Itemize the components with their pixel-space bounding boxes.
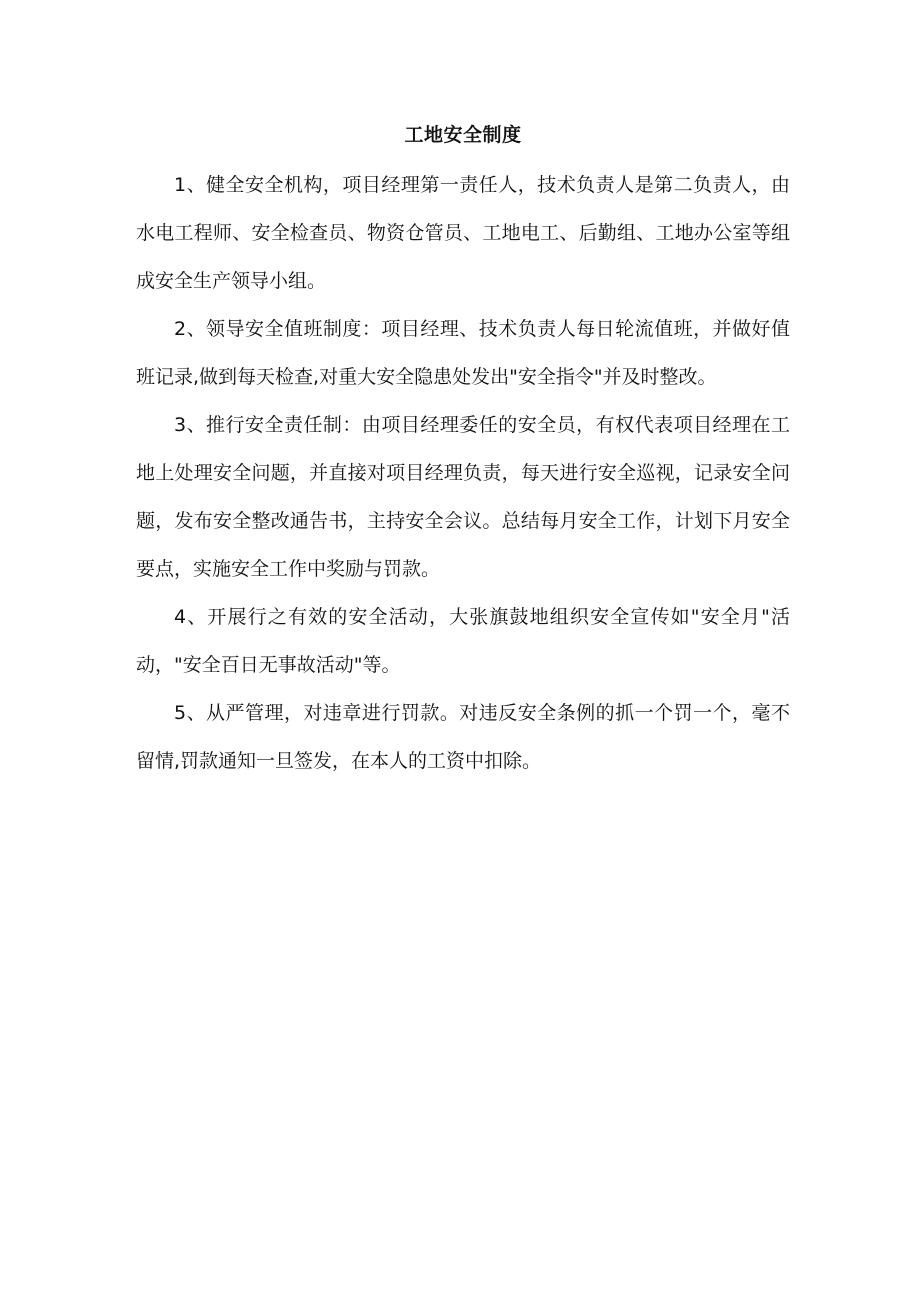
paragraph-4: 4、开展行之有效的安全活动，大张旗鼓地组织安全宣传如"安全月"活动，"安全百日无事故活动"等。 [136, 606, 790, 676]
paragraph-5: 5、从严管理，对违章进行罚款。对违反安全条例的抓一个罚一个，毫不留情,罚款通知一旦签发，在本人的工资中扣除。 [136, 702, 790, 772]
paragraph-2: 2、领导安全值班制度：项目经理、技术负责人每日轮流值班，并做好值班记录,做到每天检查,对重大安全隐患处发出"安全指令"并及时整改。 [136, 318, 790, 388]
document-title: 工地安全制度 [404, 124, 522, 146]
paragraph-3: 3、推行安全责任制：由项目经理委任的安全员，有权代表项目经理在工地上处理安全问题，并直接对项目经理负责，每天进行安全巡视，记录安全问题，发布安全整改通告书，主持安全会议。总结每月安全工作，计划下月安全要点，实施安全工作中奖励与罚款。 [136, 414, 790, 580]
paragraph-1: 1、健全安全机构，项目经理第一责任人，技术负责人是第二负责人，由水电工程师、安全检查员、物资仓管员、工地电工、后勤组、工地办公室等组成安全生产领导小组。 [136, 174, 790, 292]
